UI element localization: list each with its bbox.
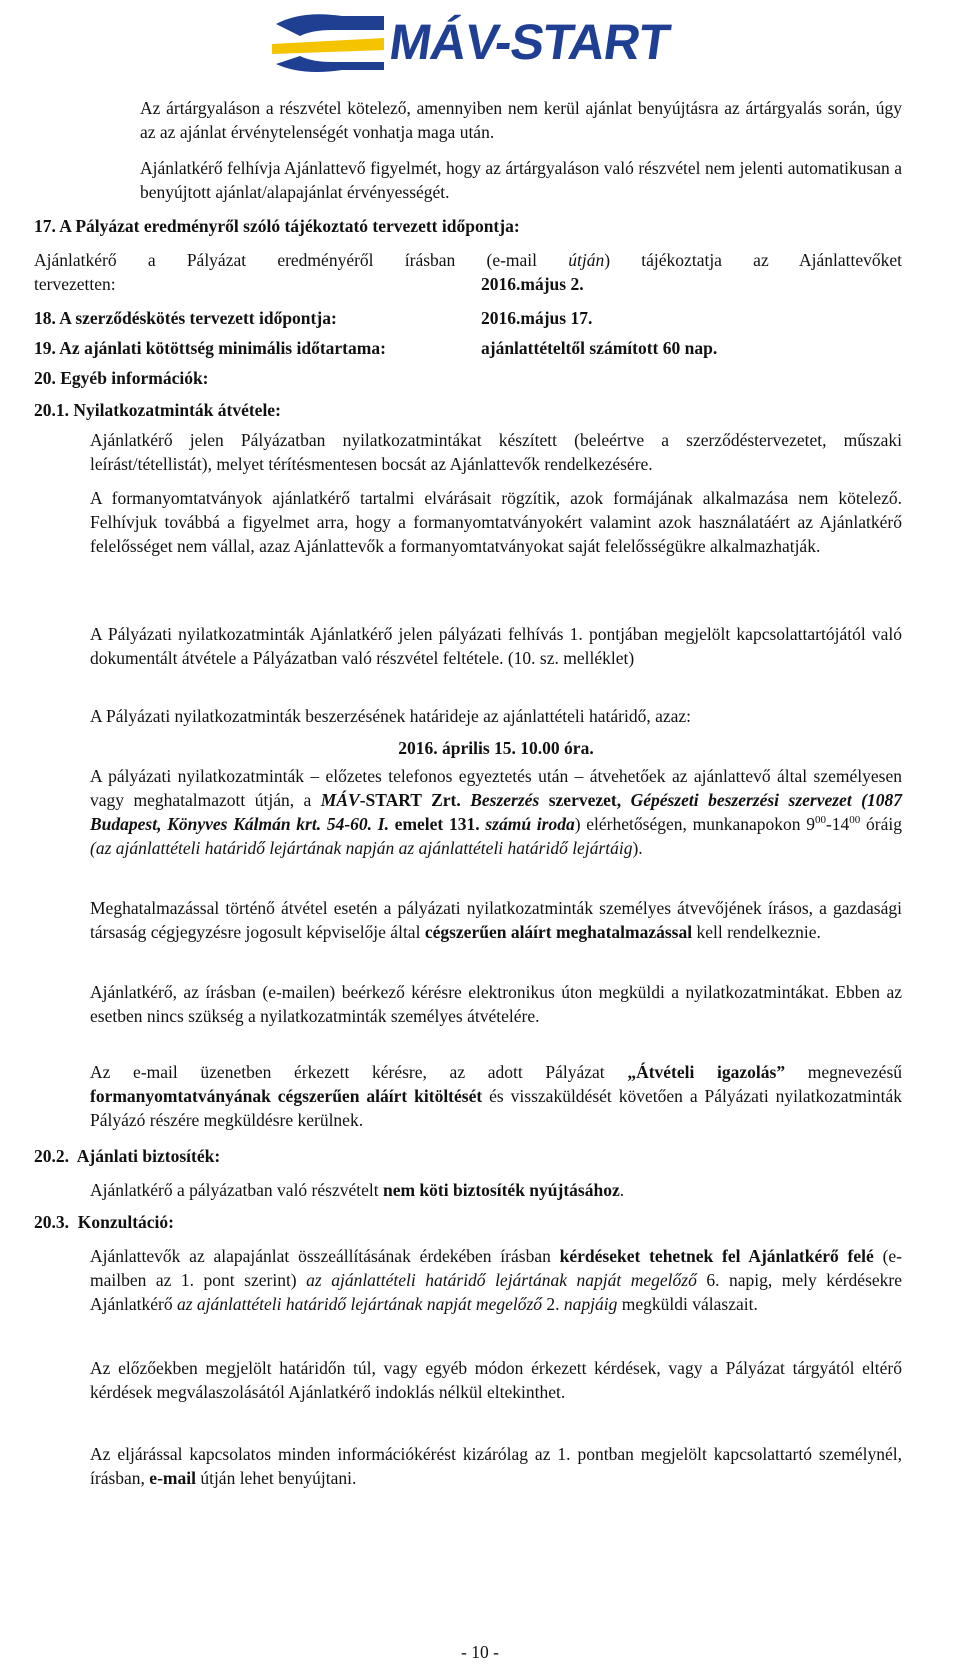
mav-start-logo xyxy=(272,8,672,78)
s20-3-p1-i: megküldi válaszait. xyxy=(617,1294,758,1314)
s20-3-p1-g: 2. xyxy=(542,1294,564,1314)
p5-m: ). xyxy=(632,838,643,858)
p5-sup-2: 00 xyxy=(849,814,861,826)
p6-b: cégszerűen aláírt meghatalmazással xyxy=(424,922,693,942)
p5-c: -START Zrt. xyxy=(359,790,471,810)
section-17-sentence xyxy=(34,248,902,272)
s20-1-paragraph-5 xyxy=(90,764,902,860)
p5-k: óráig xyxy=(860,814,902,834)
p5-d: Beszerzés xyxy=(470,790,540,810)
p8-e: és visszaküldését követően a Pályázati nyilatkozatminták Pályázó részére megküldésre kerülnek. xyxy=(90,1086,902,1130)
s20-3-paragraph-1 xyxy=(90,1244,902,1316)
s20-3-p1-d: az ajánlattételi határidő lejártának napját megelőző xyxy=(306,1270,697,1290)
s20-1-paragraph-7: Ajánlatkérő, az írásban (e-mailen) beérkező kérésre elektronikus úton megküldi a nyilatkozatmintákat. Ebben az esetben nincs szükség a nyilatkozatminták személyes átvételére. xyxy=(90,982,902,1026)
s20-1-paragraph-6 xyxy=(90,896,902,944)
s20-2-b: nem köti biztosíték nyújtásához xyxy=(382,1180,620,1200)
page-number: - 10 - xyxy=(461,1642,499,1662)
p5-a: A pályázati nyilatkozatminták – előzetes telefonos egyeztetés után – átvehetőek az ajánlattevő által személyesen vagy meghatalmazott útján, a xyxy=(90,766,902,810)
section-20-heading: 20. Egyéb információk: xyxy=(34,368,209,388)
section-20-3-heading: 20.3. Konzultáció: xyxy=(34,1212,174,1232)
p5-b: MÁV xyxy=(320,790,360,810)
s17-text-a-visible: Ajánlatkérő a Pályázat eredményéről írásban (e-mail xyxy=(34,250,569,270)
section-18-heading: 18. A szerződéskötés tervezett időpontja: xyxy=(34,308,337,328)
p5-f: Gépészeti beszerzési szervezet (1087 Budapest, Könyves Kálmán krt. 54-60. I. xyxy=(90,790,902,834)
section-19-heading: 19. Az ajánlati kötöttség minimális időtartama: xyxy=(34,338,386,358)
s20-1-paragraph-4: A Pályázati nyilatkozatminták beszerzésének határideje az ajánlattételi határidő, azaz: xyxy=(90,706,692,726)
p5-j: -14 xyxy=(825,814,850,834)
p5-h: számú iroda xyxy=(485,814,575,834)
s20-2-paragraph xyxy=(90,1178,902,1202)
s20-1-deadline: 2016. április 15. 10.00 óra. xyxy=(398,738,594,758)
train-emblem-icon xyxy=(272,10,384,76)
p8-d: formanyomtatványának cégszerűen aláírt kitöltését xyxy=(90,1086,483,1106)
s20-3-p1-e: 6. napig, mely kérdésekre Ajánlatkérő xyxy=(90,1270,902,1314)
section-20-1-heading: 20.1. Nyilatkozatminták átvétele: xyxy=(34,400,281,420)
section-17-heading: 17. A Pályázat eredményről szóló tájékoztató tervezett időpontja: xyxy=(34,216,520,236)
s20-3-p1-f: az ajánlattételi határidő lejártának napját megelőző xyxy=(176,1294,543,1314)
p6-a: Meghatalmazással történő átvétel esetén a pályázati nyilatkozatminták személyes átvevőjének írásos, a gazdasági társaság cégjegyzésre jogosult képviselője által xyxy=(90,898,902,942)
s20-3-p1-b: kérdéseket tehetnek fel Ajánlatkérő felé xyxy=(559,1246,874,1266)
s20-3-p3-a: Az eljárással kapcsolatos minden információkérést kizárólag az 1. pontban megjelölt kapcsolattartó személynél, írásban, xyxy=(90,1444,902,1488)
p8-c: megnevezésű xyxy=(785,1062,903,1082)
p5-sup-1: 00 xyxy=(814,814,826,826)
s20-2-a: Ajánlatkérő a pályázatban való részvételt xyxy=(90,1180,383,1200)
intro-paragraph-2: Ajánlatkérő felhívja Ajánlattevő figyelmét, hogy az ártárgyaláson való részvétel nem jelenti automatikusan a benyújtott ajánlat/alapajánlat érvényességét. xyxy=(140,158,902,202)
section-19-value: ajánlattételtől számított 60 nap. xyxy=(481,338,718,358)
section-20-2-heading: 20.2. Ajánlati biztosíték: xyxy=(34,1146,221,1166)
p5-e: szervezet, xyxy=(539,790,631,810)
p8-a: Az e-mail üzenetben érkezett kérésre, az adott Pályázat xyxy=(90,1062,628,1082)
section-17-label: tervezetten: xyxy=(34,274,116,294)
p5-g: emelet 131. xyxy=(388,814,486,834)
s20-2-c: . xyxy=(619,1180,625,1200)
s20-3-p1-h: napjáig xyxy=(563,1294,618,1314)
s20-1-paragraph-2: A formanyomtatványok ajánlatkérő tartalmi elvárásait rögzítik, azok formájának alkalmazása nem kötelező. Felhívjuk továbbá a figyelmet arra, hogy a formanyomtatványokért valamint azok használatáért az Ajánlatkérő felelősséget nem vállal, azaz Ajánlattevők a formanyomtatványokat saját felelősségükre alkalmazhatják. xyxy=(90,488,902,556)
s20-3-p1-a: Ajánlattevők az alapajánlat összeállításának érdekében írásban xyxy=(90,1246,560,1266)
p5-l: (az ajánlattételi határidő lejártának napján az ajánlattételi határidő lejártáig xyxy=(90,838,633,858)
s17-text-italic: útján xyxy=(568,250,605,270)
section-17-date: 2016.május 2. xyxy=(481,274,584,294)
s20-3-paragraph-3 xyxy=(90,1442,902,1490)
s20-3-p1-c: (e-mailben az 1. pont szerint) xyxy=(90,1246,902,1290)
logo-wordmark: MÁV-START xyxy=(386,14,673,70)
s20-1-paragraph-3: A Pályázati nyilatkozatminták Ajánlatkérő jelen pályázati felhívás 1. pontjában megjelölt kapcsolattartójától való dokumentált átvétele a Pályázatban való részvétel feltétele. (10. sz. melléklet) xyxy=(90,624,902,668)
s20-1-paragraph-1: Ajánlatkérő jelen Pályázatban nyilatkozatmintákat készített (beleértve a szerződéstervezetet, műszaki leírást/tétellistát), melyet térítésmentesen bocsát az Ajánlattevők rendelkezésére. xyxy=(90,430,902,474)
s20-3-p3-b: e-mail xyxy=(149,1468,196,1488)
p8-b: „Átvételi igazolás” xyxy=(627,1062,786,1082)
s20-1-paragraph-8 xyxy=(90,1060,902,1132)
s20-3-paragraph-2: Az előzőekben megjelölt határidőn túl, vagy egyéb módon érkezett kérdések, vagy a Pályázat tárgyától eltérő kérdések megválaszolásától Ajánlatkérő indoklás nélkül eltekinthet. xyxy=(90,1358,902,1402)
s17-text-b: ) tájékoztatja az Ajánlattevőket xyxy=(604,250,902,270)
intro-paragraph-1: Az ártárgyaláson a részvétel kötelező, amennyiben nem kerül ajánlat benyújtásra az ártárgyalás során, úgy az az ajánlat érvénytelenségét vonhatja maga után. xyxy=(140,98,902,142)
s20-3-p3-c: útján lehet benyújtani. xyxy=(195,1468,357,1488)
p6-c: kell rendelkeznie. xyxy=(692,922,821,942)
p5-i: ) elérhetőségen, munkanapokon 9 xyxy=(574,814,815,834)
section-18-value: 2016.május 17. xyxy=(481,308,593,328)
